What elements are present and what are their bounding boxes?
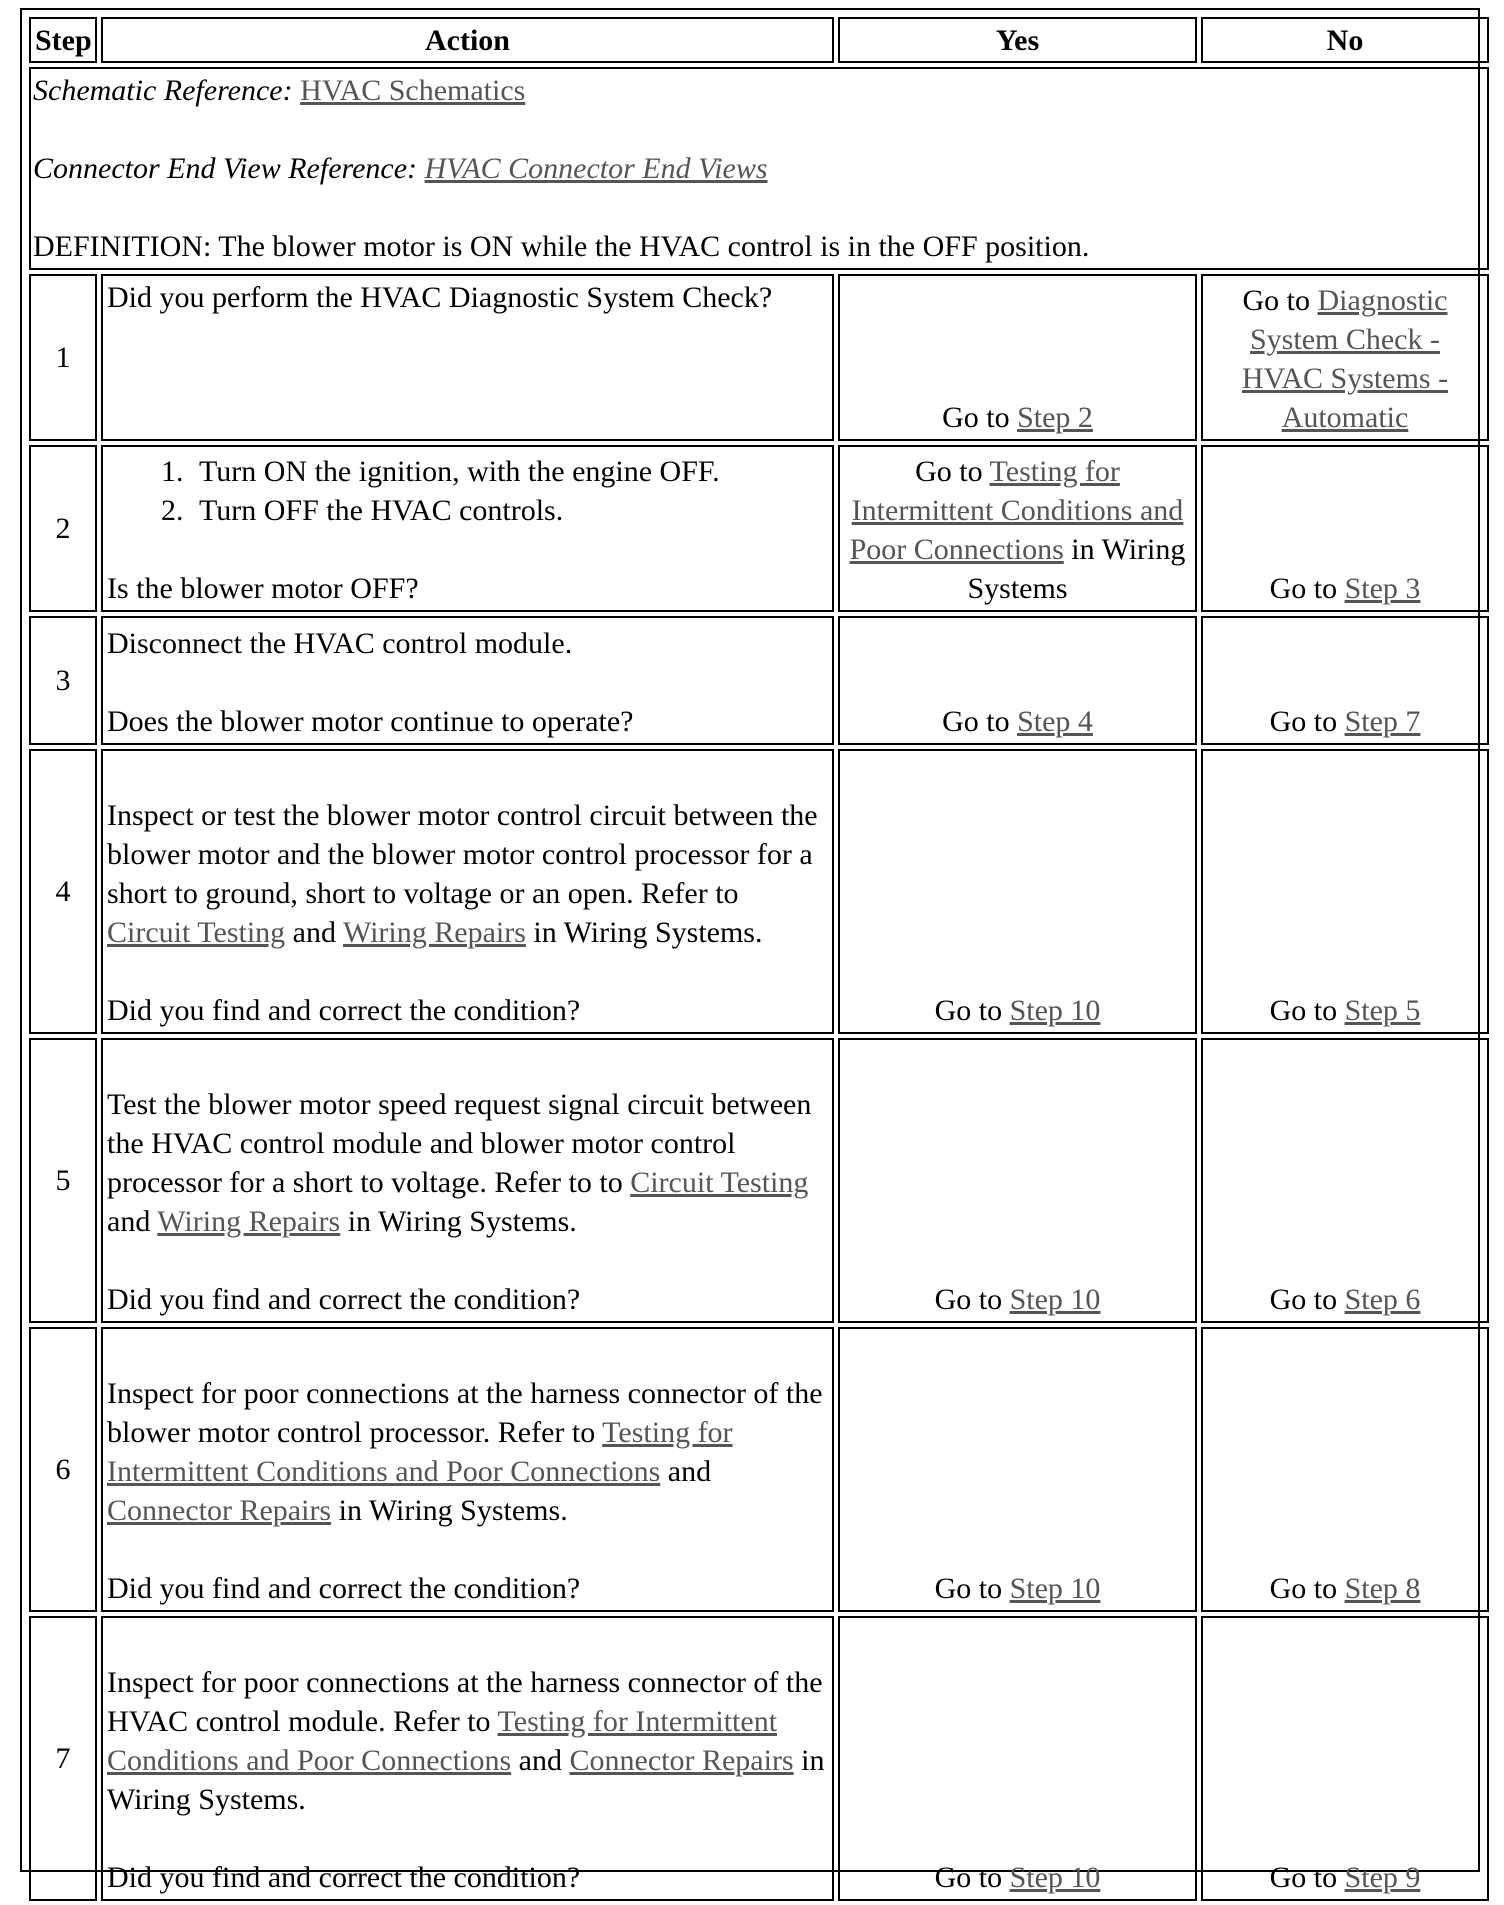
action-cell <box>101 274 834 441</box>
yes-cell: Go to Testing for Intermittent Conditions and Poor Connections in Wiring Systems <box>838 445 1197 612</box>
no-link[interactable]: Step 9 <box>1344 1861 1421 1894</box>
reference-row <box>29 67 1489 270</box>
table-row <box>29 1038 1489 1323</box>
connector-link[interactable]: HVAC Connector End Views <box>424 152 768 185</box>
connector-repairs-link[interactable]: Connector Repairs <box>107 1494 332 1527</box>
action-text: Inspect for poor connections at the harness connector of the HVAC control module. Refer to <box>107 1666 823 1738</box>
step-number: 7 <box>29 1616 97 1901</box>
action-cell: Inspect for poor connections at the harness connector of the blower motor control processor. Refer to Testing for Intermittent Conditions and Poor Connections and Connector Repairs in Wiring Systems. Did you find and correct the condition? <box>101 1327 834 1612</box>
circuit-testing-link[interactable]: Circuit Testing <box>630 1166 809 1199</box>
header-action: Action <box>101 17 834 63</box>
action-text: Disconnect the HVAC control module. <box>107 627 573 660</box>
step-number: 3 <box>29 616 97 745</box>
no-link[interactable]: Step 7 <box>1344 705 1421 738</box>
no-cell: Go to Step 3 <box>1201 445 1489 612</box>
wiring-repairs-link[interactable]: Wiring Repairs <box>157 1205 341 1238</box>
yes-link[interactable]: Step 2 <box>1017 401 1093 434</box>
no-cell: Go to Step 7 <box>1201 616 1489 745</box>
action-cell <box>101 616 834 745</box>
no-link[interactable]: Step 3 <box>1344 572 1421 605</box>
no-cell: Go to Step 6 <box>1201 1038 1489 1323</box>
action-question: Did you perform the HVAC Diagnostic System Check? <box>107 281 773 314</box>
intermittent-conditions-link[interactable]: Testing for Intermittent Conditions and Poor Connections <box>107 1705 778 1777</box>
no-cell: Go to Step 5 <box>1201 749 1489 1034</box>
action-text: Inspect or test the blower motor control circuit between the blower motor and the blower motor control processor for a short to ground, short to voltage or an open. Refer to <box>107 799 818 910</box>
action-step-item: 2. Turn OFF the HVAC controls. <box>191 491 828 530</box>
definition-text: DEFINITION: The blower motor is ON while the HVAC control is in the OFF position. <box>33 230 1090 263</box>
connector-label: Connector End View Reference: <box>33 152 418 185</box>
yes-cell: Go to Step 10 <box>838 749 1197 1034</box>
no-cell: Go to Step 8 <box>1201 1327 1489 1612</box>
action-cell: Inspect or test the blower motor control circuit between the blower motor and the blower motor control processor for a short to ground, short to voltage or an open. Refer to Circuit Testing and Wiring Repairs in Wiring Systems. Did you find and correct the condition? <box>101 749 834 1034</box>
schematic-label: Schematic Reference: <box>33 74 293 107</box>
action-cell: Inspect for poor connections at the harness connector of the HVAC control module. Refer to Testing for Intermittent Conditions and Poor Connections and Connector Repairs in Wiring Systems. Did you find and correct the condition? <box>101 1616 834 1901</box>
yes-link[interactable]: Testing for Intermittent Conditions and Poor Connections <box>849 455 1184 566</box>
yes-cell: Go to Step 10 <box>838 1038 1197 1323</box>
step-number: 6 <box>29 1327 97 1612</box>
circuit-testing-link[interactable]: Circuit Testing <box>107 916 286 949</box>
action-steps <box>107 452 828 530</box>
step-number: 2 <box>29 445 97 612</box>
step-number: 1 <box>29 274 97 441</box>
yes-cell: Go to Step 10 <box>838 1616 1197 1901</box>
no-cell: Go to Diagnostic System Check - HVAC Systems - Automatic <box>1201 274 1489 441</box>
yes-link[interactable]: Step 10 <box>1009 1861 1101 1894</box>
no-link[interactable]: Step 8 <box>1344 1572 1421 1605</box>
intermittent-conditions-link[interactable]: Testing for Intermittent Conditions and Poor Connections <box>107 1416 733 1488</box>
header-yes: Yes <box>838 17 1197 63</box>
table-row <box>29 1327 1489 1612</box>
action-question: Did you find and correct the condition? <box>107 1572 581 1605</box>
action-step-item: 1. Turn ON the ignition, with the engine OFF. <box>191 452 828 491</box>
header-row <box>29 17 1489 63</box>
yes-cell: Go to Step 2 <box>838 274 1197 441</box>
table-row <box>29 1616 1489 1901</box>
yes-link[interactable]: Step 10 <box>1009 1572 1101 1605</box>
action-text: Test the blower motor speed request signal circuit between the HVAC control module and blower motor control processor for a short to voltage. Refer to <box>107 1088 812 1199</box>
header-step: Step <box>29 17 97 63</box>
action-cell: Test the blower motor speed request signal circuit between the HVAC control module and blower motor control processor for a short to voltage. Refer to to Circuit Testing and Wiring Repairs in Wiring Systems. Did you find and correct the condition? <box>101 1038 834 1323</box>
wiring-repairs-link[interactable]: Wiring Repairs <box>342 916 526 949</box>
schematic-link[interactable]: HVAC Schematics <box>300 74 526 107</box>
action-question: Did you find and correct the condition? <box>107 994 581 1027</box>
table-row <box>29 616 1489 745</box>
yes-cell: Go to Step 10 <box>838 1327 1197 1612</box>
step-number: 4 <box>29 749 97 1034</box>
yes-cell: Go to Step 4 <box>838 616 1197 745</box>
yes-link[interactable]: Step 4 <box>1017 705 1093 738</box>
no-link[interactable]: Step 6 <box>1344 1283 1421 1316</box>
yes-link[interactable]: Step 10 <box>1009 1283 1101 1316</box>
reference-cell <box>29 67 1489 270</box>
connector-repairs-link[interactable]: Connector Repairs <box>569 1744 794 1777</box>
action-question: Is the blower motor OFF? <box>107 572 419 605</box>
yes-link[interactable]: Step 10 <box>1009 994 1101 1027</box>
action-question: Did you find and correct the condition? <box>107 1283 581 1316</box>
no-link[interactable]: Step 5 <box>1344 994 1421 1027</box>
action-question: Does the blower motor continue to operate? <box>107 705 634 738</box>
step-number: 5 <box>29 1038 97 1323</box>
header-no: No <box>1201 17 1489 63</box>
no-cell: Go to Step 9 <box>1201 1616 1489 1901</box>
diagnostic-table <box>25 13 1493 1905</box>
action-cell <box>101 445 834 612</box>
action-question: Did you find and correct the condition? <box>107 1861 581 1894</box>
table-row <box>29 749 1489 1034</box>
diagnostic-table-frame <box>20 8 1480 1894</box>
table-row <box>29 445 1489 612</box>
no-link[interactable]: Diagnostic System Check - HVAC Systems - Automatic <box>1241 284 1449 434</box>
table-row <box>29 274 1489 441</box>
action-text: Inspect for poor connections at the harness connector of the blower motor control processor. Refer to <box>107 1377 823 1449</box>
